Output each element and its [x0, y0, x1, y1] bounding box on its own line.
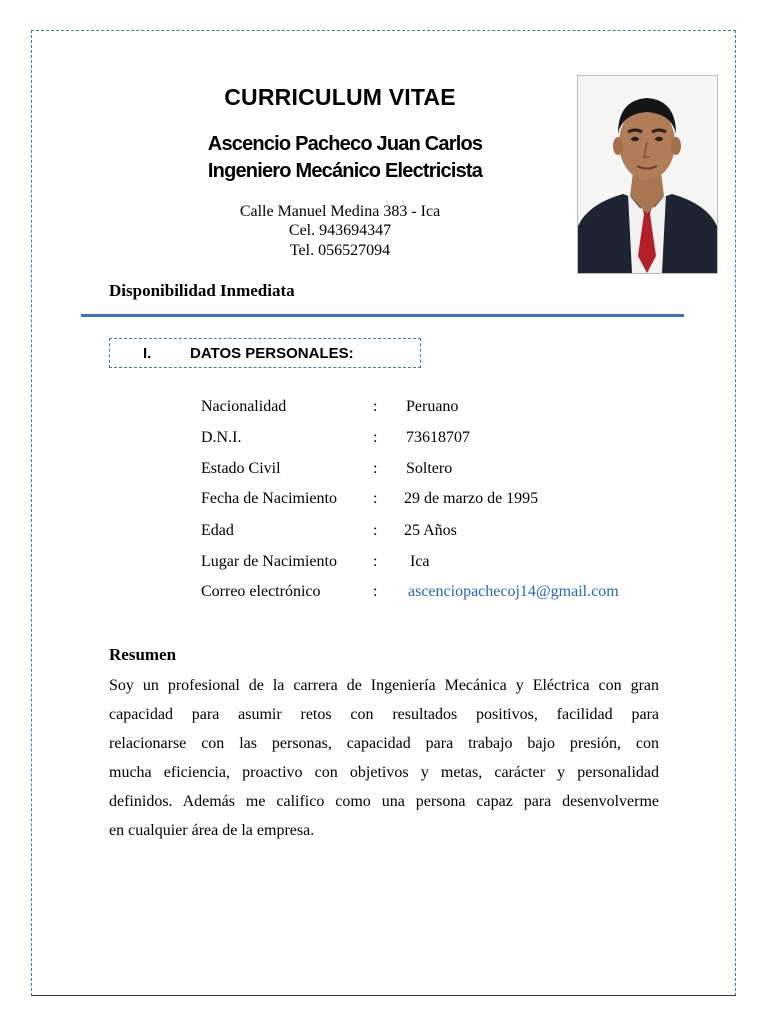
field-separator: : — [373, 553, 378, 570]
personal-data-row — [0, 490, 768, 512]
document-title: CURRICULUM VITAE — [224, 84, 456, 110]
field-label: Edad — [201, 522, 234, 539]
personal-data-row — [0, 553, 768, 575]
summary-line: mucha eficiencia, proactivo con objetivos y metas, carácter y personalidad — [109, 764, 659, 781]
landline-phone: Tel. 056527094 — [289, 242, 391, 259]
personal-data-row — [0, 429, 768, 451]
field-separator: : — [373, 583, 378, 600]
candidate-profession: Ingeniero Mecánico Electricista — [207, 160, 483, 182]
section-number: I. — [143, 345, 152, 362]
page-bottom-rule — [31, 995, 736, 996]
field-value: Soltero — [406, 460, 453, 477]
personal-data-row — [0, 583, 768, 605]
field-separator: : — [373, 460, 378, 477]
summary-heading: Resumen — [109, 645, 177, 664]
summary-line: definidos. Además me califico como una persona capaz para desenvolverme — [109, 793, 659, 810]
field-separator: : — [373, 490, 378, 507]
summary-line: en cualquier área de la empresa. — [109, 822, 315, 839]
field-value: 73618707 — [406, 429, 470, 446]
field-separator: : — [373, 522, 378, 539]
summary-line: Soy un profesional de la carrera de Ingeniería Mecánica y Eléctrica con gran — [109, 677, 659, 694]
personal-data-row — [0, 460, 768, 482]
field-label: Nacionalidad — [201, 398, 287, 415]
field-label: Lugar de Nacimiento — [201, 553, 337, 570]
field-value: Peruano — [406, 398, 459, 415]
field-label: Estado Civil — [201, 460, 281, 477]
section-divider — [81, 314, 684, 317]
address: Calle Manuel Medina 383 - Ica — [239, 203, 441, 220]
field-label: Fecha de Nacimiento — [201, 490, 337, 507]
field-separator: : — [373, 398, 378, 415]
field-value: 25 Años — [404, 522, 457, 539]
profile-photo — [577, 75, 718, 274]
field-label: Correo electrónico — [201, 583, 321, 600]
field-label: D.N.I. — [201, 429, 242, 446]
availability-heading: Disponibilidad Inmediata — [109, 281, 295, 300]
candidate-name: Ascencio Pacheco Juan Carlos — [207, 133, 483, 155]
field-separator: : — [373, 429, 378, 446]
cell-phone: Cel. 943694347 — [288, 222, 392, 239]
field-value: 29 de marzo de 1995 — [404, 490, 539, 507]
summary-line: relacionarse con las personas, capacidad para trabajo bajo presión, con — [109, 735, 659, 752]
summary-line: capacidad para asumir retos con resultados positivos, facilidad para — [109, 706, 659, 723]
email-link[interactable]: ascenciopachecoj14@gmail.com — [408, 583, 619, 600]
section-header-personal-data — [109, 338, 421, 368]
personal-data-row — [0, 522, 768, 544]
section-title: DATOS PERSONALES: — [190, 345, 354, 362]
personal-data-row — [0, 398, 768, 420]
field-value: Ica — [410, 553, 430, 570]
